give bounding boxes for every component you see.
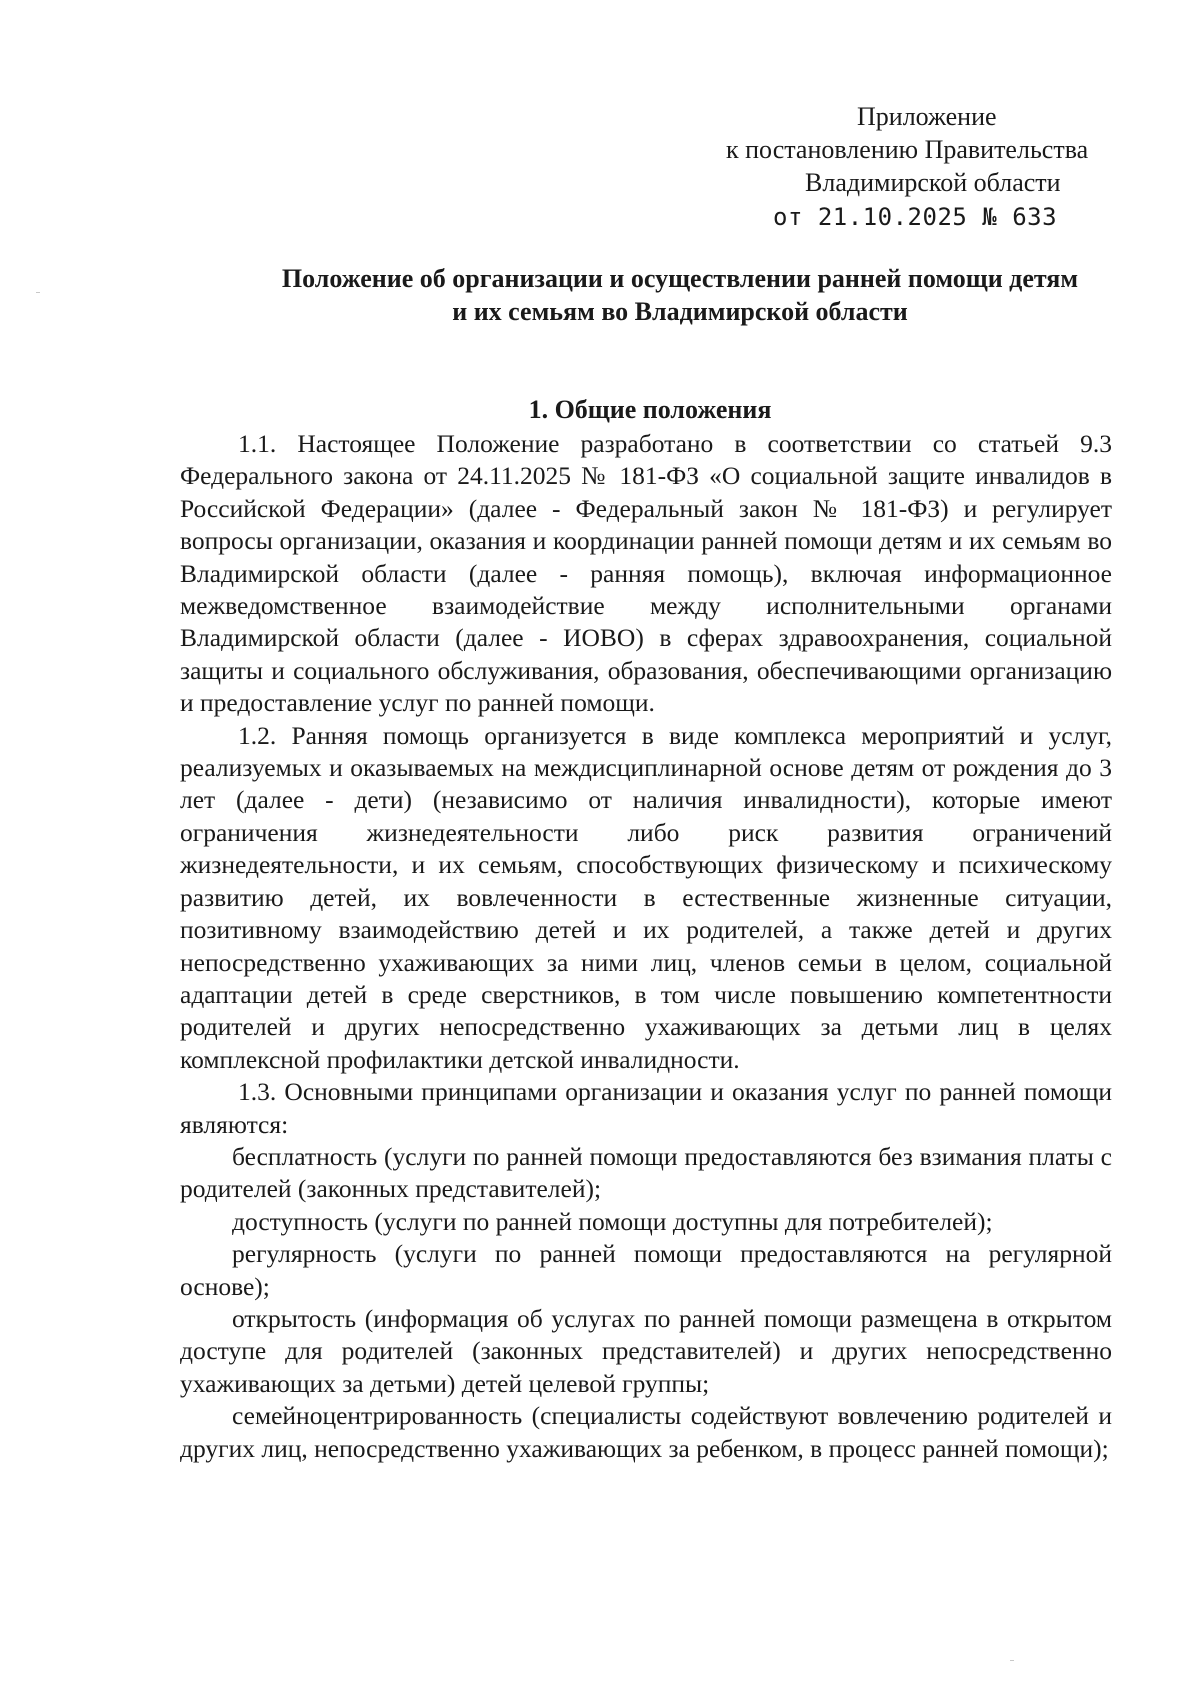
section-body <box>180 428 1112 1465</box>
principle-family-centered: семейноцентрированность (специалисты содействуют вовлечению родителей и других лиц, непосредственно ухаживающих за ребенком, в процесс ранней помощи); <box>180 1401 1112 1463</box>
principle-openness: открытость (информация об услугах по ранней помощи размещена в открытом доступе для родителей (законных представителей) и других непосредственно ухаживающих за детьми) детей целевой группы; <box>180 1303 1112 1398</box>
appendix-region: Владимирской области <box>805 168 1061 197</box>
document-title-line-1: Положение об организации и осуществлении ранней помощи детям <box>281 264 1079 293</box>
principle-regularity: регулярность (услуги по ранней помощи предоставляются на регулярной основе); <box>180 1239 1112 1301</box>
appendix-block <box>700 100 1120 234</box>
paragraph-1-3: 1.3. Основными принципами организации и оказания услуг по ранней помощи являются: <box>180 1077 1112 1139</box>
document-title-line-2: и их семьям во Владимирской области <box>452 297 908 326</box>
paragraph-1-1: 1.1. Настоящее Положение разработано в соответствии со статьей 9.3 Федерального закона от 24.11.2025 № 181-ФЗ «О социальной защите инвалидов в Российской Федерации» (далее - Федеральный закон № 181-ФЗ) и регулирует вопросы организации, оказания и координации ранней помощи детям и их семьям во Владимирской области (далее - ранняя помощь), включая информационное межведомственное взаимодействие между исполнительными органами Владимирской области (далее - ИОВО) в сферах здравоохранения, социальной защиты и социального обслуживания, образования, обеспечивающими организацию и предоставление услуг по ранней помощи. <box>180 429 1112 718</box>
appendix-label: Приложение <box>857 102 997 131</box>
paragraph-1-2: 1.2. Ранняя помощь организуется в виде комплекса мероприятий и услуг, реализуемых и оказываемых на междисциплинарной основе детям от рождения до 3 лет (далее - дети) (независимо от наличия инвалидности), которые имеют ограничения жизнедеятельности либо риск развития ограничений жизнедеятельности, и их семьям, способствующих физическому и психическому развитию детей, их вовлеченности в естественные жизненные ситуации, позитивному взаимодействию детей и их родителей, а также детей и других непосредственно ухаживающих за ними лиц, членов семьи в целом, социальной адаптации детей в среде сверстников, в том числе повышению компетентности родителей и других непосредственно ухаживающих за детьми лиц в целях комплексной профилактики детской инвалидности. <box>180 720 1112 1074</box>
principle-free: бесплатность (услуги по ранней помощи предоставляются без взимания платы с родителей (законных представителей); <box>180 1141 1112 1204</box>
appendix-decree: к постановлению Правительства <box>726 135 1089 164</box>
principle-accessibility: доступность (услуги по ранней помощи доступны для потребителей); <box>232 1206 993 1236</box>
document-title <box>200 262 1160 328</box>
section-heading: 1. Общие положения <box>528 395 772 424</box>
scan-speck <box>1010 1660 1014 1661</box>
appendix-date-number: от 21.10.2025 № 633 <box>773 203 1058 231</box>
scan-speck <box>36 292 40 293</box>
